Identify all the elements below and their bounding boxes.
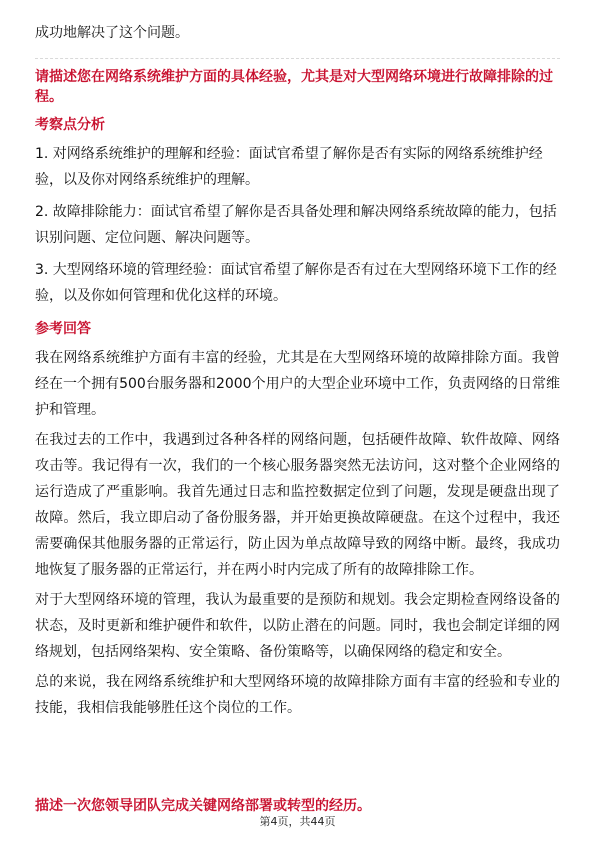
answer-section xyxy=(35,319,560,721)
next-question-title: 描述一次您领导团队完成关键网络部署或转型的经历。 xyxy=(35,798,371,814)
analysis-heading: 考察点分析 xyxy=(35,117,105,133)
analysis-item: 2. 故障排除能力：面试官希望了解你是否具备处理和解决网络系统故障的能力，包括识别问题、定位问题、解决问题等。 xyxy=(35,204,557,246)
answer-paragraph: 对于大型网络环境的管理，我认为最重要的是预防和规划。我会定期检查网络设备的状态，及时更新和维护硬件和软件，以防止潜在的问题。同时，我也会制定详细的网络规划，包括网络架构、安全策略、备份策略等，以确保网络的稳定和安全。 xyxy=(35,592,560,660)
intro-tail-text: 成功地解决了这个问题。 xyxy=(35,25,189,41)
question-title: 请描述您在网络系统维护方面的具体经验，尤其是对大型网络环境进行故障排除的过程。 xyxy=(35,69,553,105)
answer-paragraph: 总的来说，我在网络系统维护和大型网络环境的故障排除方面有丰富的经验和专业的技能，我相信我能够胜任这个岗位的工作。 xyxy=(35,674,560,716)
answer-paragraph: 在我过去的工作中，我遇到过各种各样的网络问题，包括硬件故障、软件故障、网络攻击等。我记得有一次，我们的一个核心服务器突然无法访问，这对整个企业网络的运行造成了严重影响。我首先通过日志和监控数据定位到了问题，发现是硬盘出现了故障。然后，我立即启动了备份服务器，并开始更换故障硬盘。在这个过程中，我还需要确保其他服务器的正常运行，防止因为单点故障导致的网络中断。最终，我成功地恢复了服务器的正常运行，并在两小时内完成了所有的故障排除工作。 xyxy=(35,432,560,578)
analysis-item: 3. 大型网络环境的管理经验：面试官希望了解你是否有过在大型网络环境下工作的经验，以及你如何管理和优化这样的环境。 xyxy=(35,262,557,304)
answer-heading: 参考回答 xyxy=(35,321,91,337)
page-footer: 第4页，共44页 xyxy=(259,815,336,828)
section-divider xyxy=(35,58,560,59)
document-page xyxy=(35,20,560,721)
analysis-item: 1. 对网络系统维护的理解和经验：面试官希望了解你是否有实际的网络系统维护经验，以及你对网络系统维护的理解。 xyxy=(35,146,543,188)
analysis-section xyxy=(35,115,560,309)
answer-paragraph: 我在网络系统维护方面有丰富的经验，尤其是在大型网络环境的故障排除方面。我曾经在一个拥有500台服务器和2000个用户的大型企业环境中工作，负责网络的日常维护和管理。 xyxy=(35,350,560,418)
